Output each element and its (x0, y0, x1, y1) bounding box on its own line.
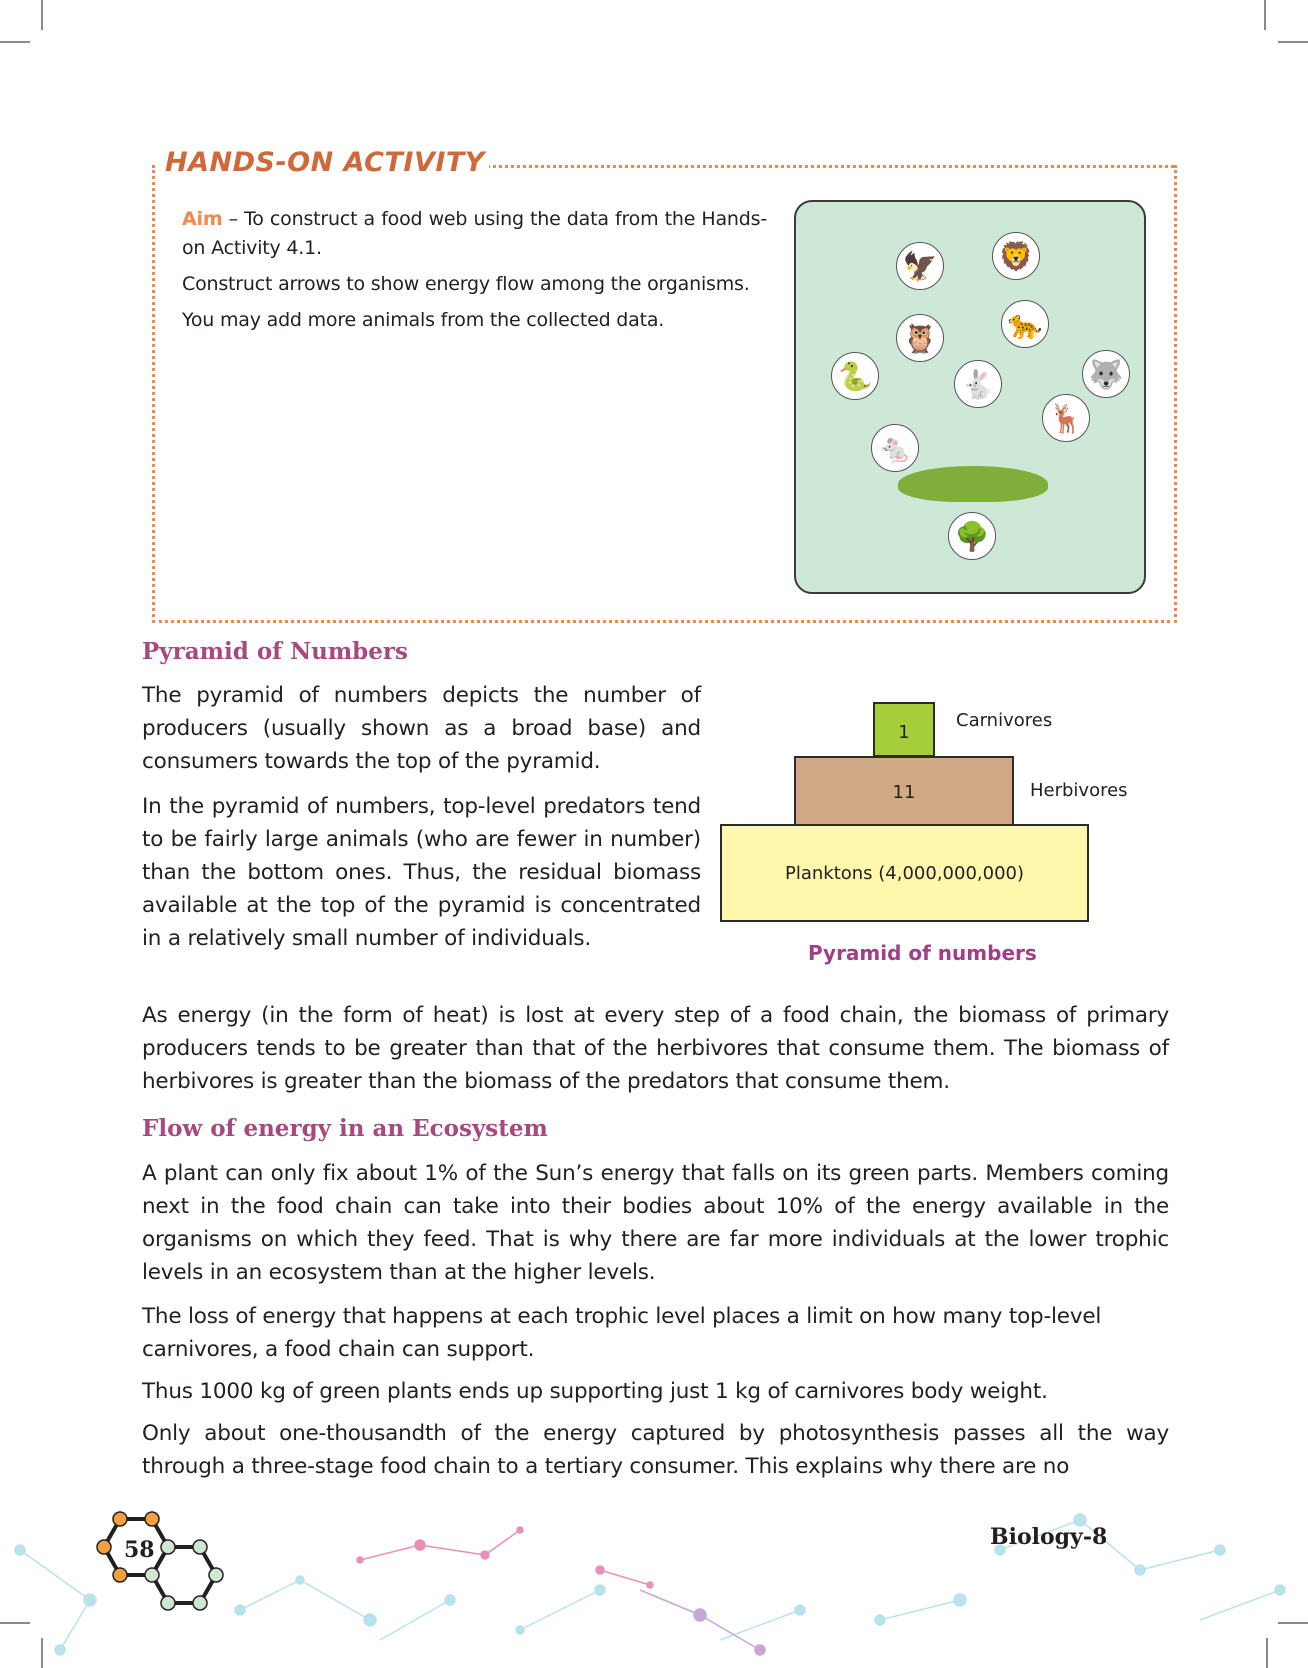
eagle-icon: 🦅 (896, 242, 944, 290)
page-number-hexagon-icon (90, 1505, 250, 1625)
aim-paragraph (182, 205, 767, 263)
pyramid-tier-herbivores: 11 (794, 756, 1014, 826)
energy-paragraph-3: Thus 1000 kg of green plants ends up supporting just 1 kg of carnivores body weight. (142, 1379, 1048, 1404)
energy-paragraph-2: The loss of energy that happens at each trophic level places a limit on how many top-level carnivores, a food chain can support. (142, 1304, 1102, 1362)
instruction-add-animals: You may add more animals from the collected data. (182, 309, 665, 331)
lion-icon: 🦁 (992, 232, 1040, 280)
book-title-footer: Biology-8 (990, 1524, 1108, 1550)
instruction-arrows: Construct arrows to show energy flow among the organisms. (182, 273, 750, 295)
activity-title: HANDS-ON ACTIVITY (165, 147, 489, 178)
crop-mark (1264, 0, 1266, 30)
crop-mark (0, 41, 30, 43)
aim-text: – To construct a food web using the data from the Hands-on Activity 4.1. (182, 208, 767, 259)
section-heading-pyramid: Pyramid of Numbers (142, 638, 408, 665)
mouse-icon: 🐁 (871, 424, 919, 472)
energy-paragraph-4: Only about one-thousandth of the energy captured by photosynthesis passes all the way through a three-stage food chain to a tertiary consumer. This explains why there are no (142, 1421, 1169, 1479)
pyramid-paragraph-1: The pyramid of numbers depicts the number of producers (usually shown as a broad base) and consumers towards the top of the pyramid. (142, 683, 701, 774)
page-number: 58 (124, 1537, 155, 1563)
pyramid-caption: Pyramid of numbers (808, 941, 1037, 965)
energy-paragraph-1: A plant can only fix about 1% of the Sun’s energy that falls on its green parts. Members coming next in the food chain can take into their bodies about 10% of the energy available in the organisms on which they feed. That is why there are far more individuals at the lower trophic levels in an ecosystem than at the higher levels. (142, 1161, 1169, 1285)
crop-mark (1278, 41, 1308, 43)
pyramid-paragraph-2: In the pyramid of numbers, top-level predators tend to be fairly large animals (who are fewer in number) than the bottom ones. Thus, the residual biomass available at the top of the pyramid is concentrated in a relatively small number of individuals. (142, 794, 701, 951)
activity-text (182, 205, 767, 342)
pyramid-label-carnivores: Carnivores (956, 710, 1053, 731)
pyramid-label-herbivores: Herbivores (1030, 780, 1128, 801)
section-heading-energy-flow: Flow of energy in an Ecosystem (142, 1115, 548, 1142)
wild-cat-icon: 🐆 (1001, 300, 1049, 348)
pyramid-tier-planktons: Planktons (4,000,000,000) (720, 824, 1089, 922)
hyena-icon: 🐺 (1082, 350, 1130, 398)
pyramid-tier-carnivores: 1 (873, 702, 935, 757)
activity-box-top-border (452, 165, 1174, 168)
acacia-tree-icon: 🌳 (948, 512, 996, 560)
acacia-tree-canopy (898, 466, 1048, 502)
snake-icon: 🐍 (831, 352, 879, 400)
rabbit-icon: 🐇 (954, 360, 1002, 408)
owl-icon: 🦉 (896, 314, 944, 362)
antelope-icon: 🦌 (1042, 394, 1090, 442)
crop-mark (41, 0, 43, 30)
food-web-illustration (794, 200, 1146, 594)
aim-label: Aim (182, 208, 223, 230)
pyramid-paragraph-3: As energy (in the form of heat) is lost at every step of a food chain, the biomass of primary producers tends to be greater than that of the herbivores that consume them. The biomass of herbivores is greater than the biomass of the predators that consume them. (142, 1003, 1169, 1094)
